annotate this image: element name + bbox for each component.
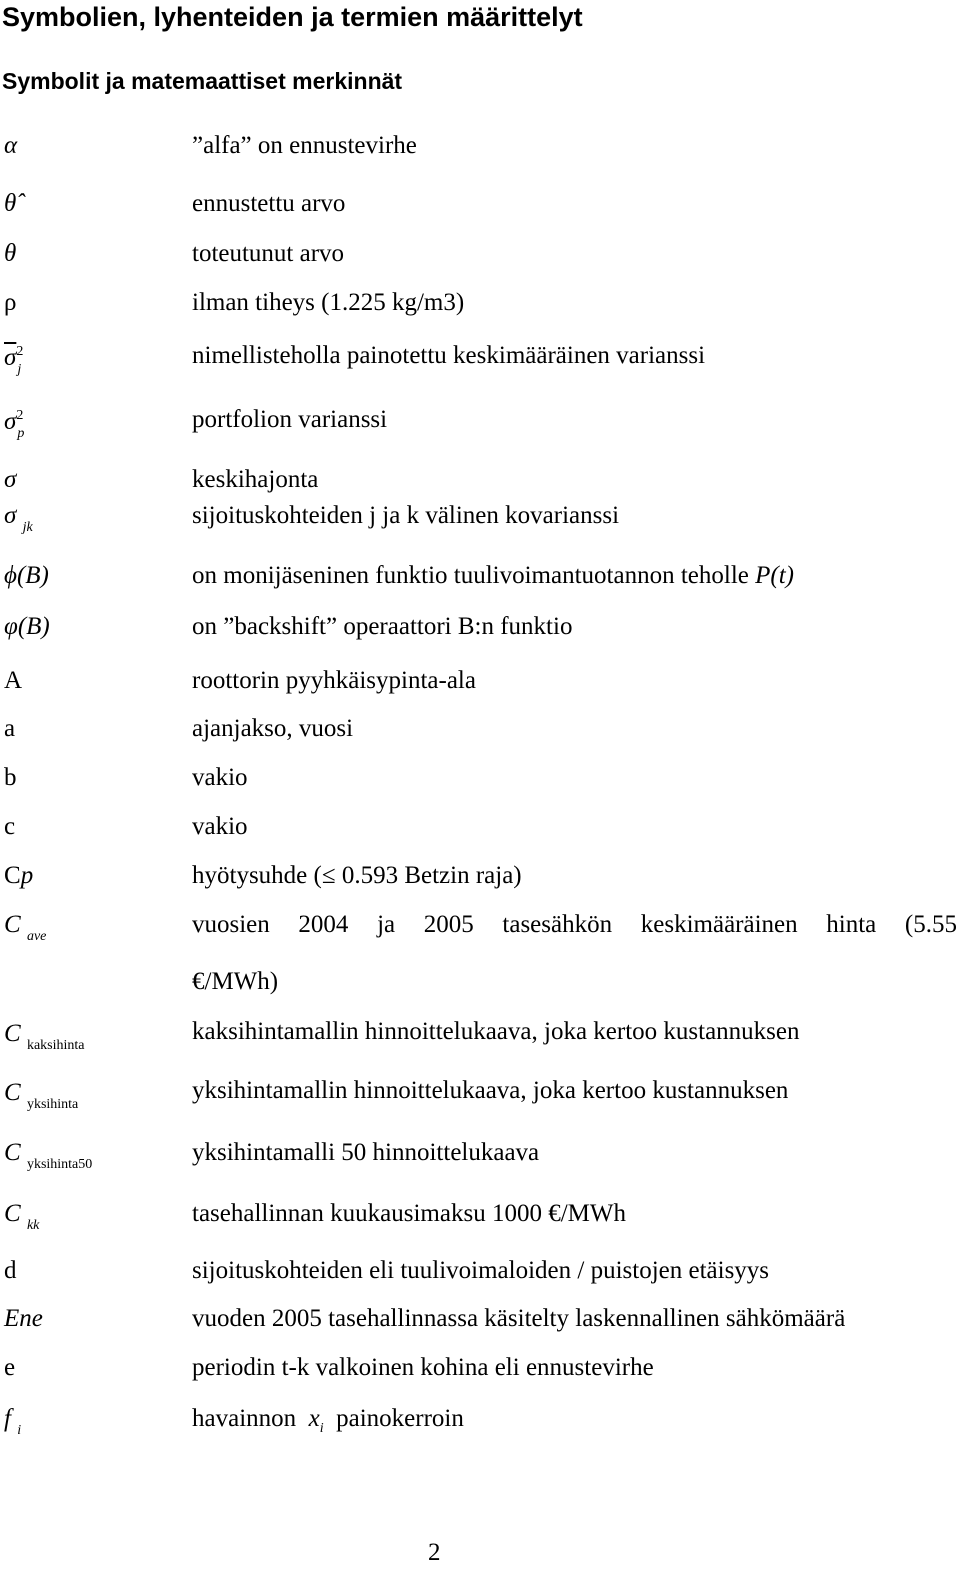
symbol-c-kk: C $_{kk}$ bbox=[4, 1200, 40, 1233]
symbol-e: e bbox=[4, 1354, 16, 1381]
symbol-f-i: f $_i$ bbox=[4, 1405, 22, 1438]
definition-sigma: keskihajonta bbox=[192, 466, 319, 493]
symbol-alpha: α bbox=[4, 132, 18, 159]
symbol-varphi-b: φ(B) bbox=[4, 613, 50, 640]
definition-a-lower: ajanjakso, vuosi bbox=[192, 715, 354, 742]
definition-sigma-bar-j-squared: nimellisteholla painotettu keskimääräinen varianssi bbox=[192, 342, 706, 369]
symbol-theta: θ bbox=[4, 240, 17, 267]
definition-e: periodin t-k valkoinen kohina eli ennustevirhe bbox=[192, 1354, 654, 1381]
definition-c-ave-continuation: €/MWh) bbox=[192, 968, 279, 995]
page-number: 2 bbox=[428, 1539, 441, 1566]
symbol-sigma-p-squared: $\sigma^2_p$ bbox=[4, 408, 25, 441]
symbol-sigma-jk: σ $_{jk}$ bbox=[4, 502, 33, 535]
definition-c-yksihinta50: yksihintamalli 50 hinnoittelukaava bbox=[192, 1139, 540, 1166]
symbol-a-lower: a bbox=[4, 715, 16, 742]
symbol-c-yksihinta: C $_{yksihinta}$ bbox=[4, 1079, 79, 1112]
definition-f-i: havainnon $x_i$ painokerroin bbox=[192, 1405, 464, 1436]
symbol-cp: Cp bbox=[4, 862, 34, 889]
symbol-ene: Ene bbox=[4, 1305, 43, 1332]
symbol-rho: ρ bbox=[4, 289, 17, 316]
definition-theta: toteutunut arvo bbox=[192, 240, 345, 267]
symbol-b: b bbox=[4, 764, 17, 791]
page-title: Symbolien, lyhenteiden ja termien määrittelyt bbox=[2, 2, 583, 32]
symbol-phi-b: ϕ(B) bbox=[4, 562, 49, 589]
symbol-theta-hat: θ̂ bbox=[4, 190, 17, 217]
definition-c-kk: tasehallinnan kuukausimaksu 1000 €/MWh bbox=[192, 1200, 626, 1227]
definition-a-upper: roottorin pyyhkäisypinta-ala bbox=[192, 667, 476, 694]
symbol-sigma: σ bbox=[4, 466, 17, 493]
symbol-a-upper: A bbox=[4, 667, 23, 694]
definition-c: vakio bbox=[192, 813, 248, 840]
definition-d: sijoituskohteiden eli tuulivoimaloiden / puistojen etäisyys bbox=[192, 1257, 770, 1284]
definition-rho: ilman tiheys (1.225 kg/m3) bbox=[192, 289, 465, 316]
definition-c-yksihinta: yksihintamallin hinnoittelukaava, joka kertoo kustannuksen bbox=[192, 1077, 789, 1104]
symbol-c-yksihinta50: C $_{yksihinta50}$ bbox=[4, 1139, 93, 1172]
definition-cp: hyötysuhde (≤ 0.593 Betzin raja) bbox=[192, 862, 522, 889]
definition-c-ave: vuosien 2004 ja 2005 tasesähkön keskimääräinen hinta (5.55 bbox=[192, 911, 957, 938]
symbol-c: c bbox=[4, 813, 16, 840]
definition-theta-hat: ennustettu arvo bbox=[192, 190, 346, 217]
definition-alpha: ”alfa” on ennustevirhe bbox=[192, 132, 417, 159]
symbol-d: d bbox=[4, 1257, 17, 1284]
symbol-c-kaksihinta: C $_{kaksihinta}$ bbox=[4, 1020, 85, 1053]
definition-phi-b: on monijäseninen funktio tuulivoimantuotannon teholle P(t) bbox=[192, 562, 794, 589]
power-function-label: P(t) bbox=[755, 562, 794, 589]
definition-c-kaksihinta: kaksihintamallin hinnoittelukaava, joka kertoo kustannuksen bbox=[192, 1018, 800, 1045]
section-subtitle: Symbolit ja matemaattiset merkinnät bbox=[2, 68, 403, 94]
definition-b: vakio bbox=[192, 764, 248, 791]
symbol-sigma-bar-j-squared: $\overline{\sigma}^2_j$ bbox=[4, 344, 24, 377]
definition-sigma-p-squared: portfolion varianssi bbox=[192, 406, 388, 433]
definition-ene: vuoden 2005 tasehallinnassa käsitelty laskennallinen sähkömäärä bbox=[192, 1305, 846, 1332]
definition-sigma-jk: sijoituskohteiden j ja k välinen kovarianssi bbox=[192, 502, 620, 529]
symbol-c-ave: C $_{ave}$ bbox=[4, 911, 47, 944]
definition-varphi-b: on ”backshift” operaattori B:n funktio bbox=[192, 613, 573, 640]
